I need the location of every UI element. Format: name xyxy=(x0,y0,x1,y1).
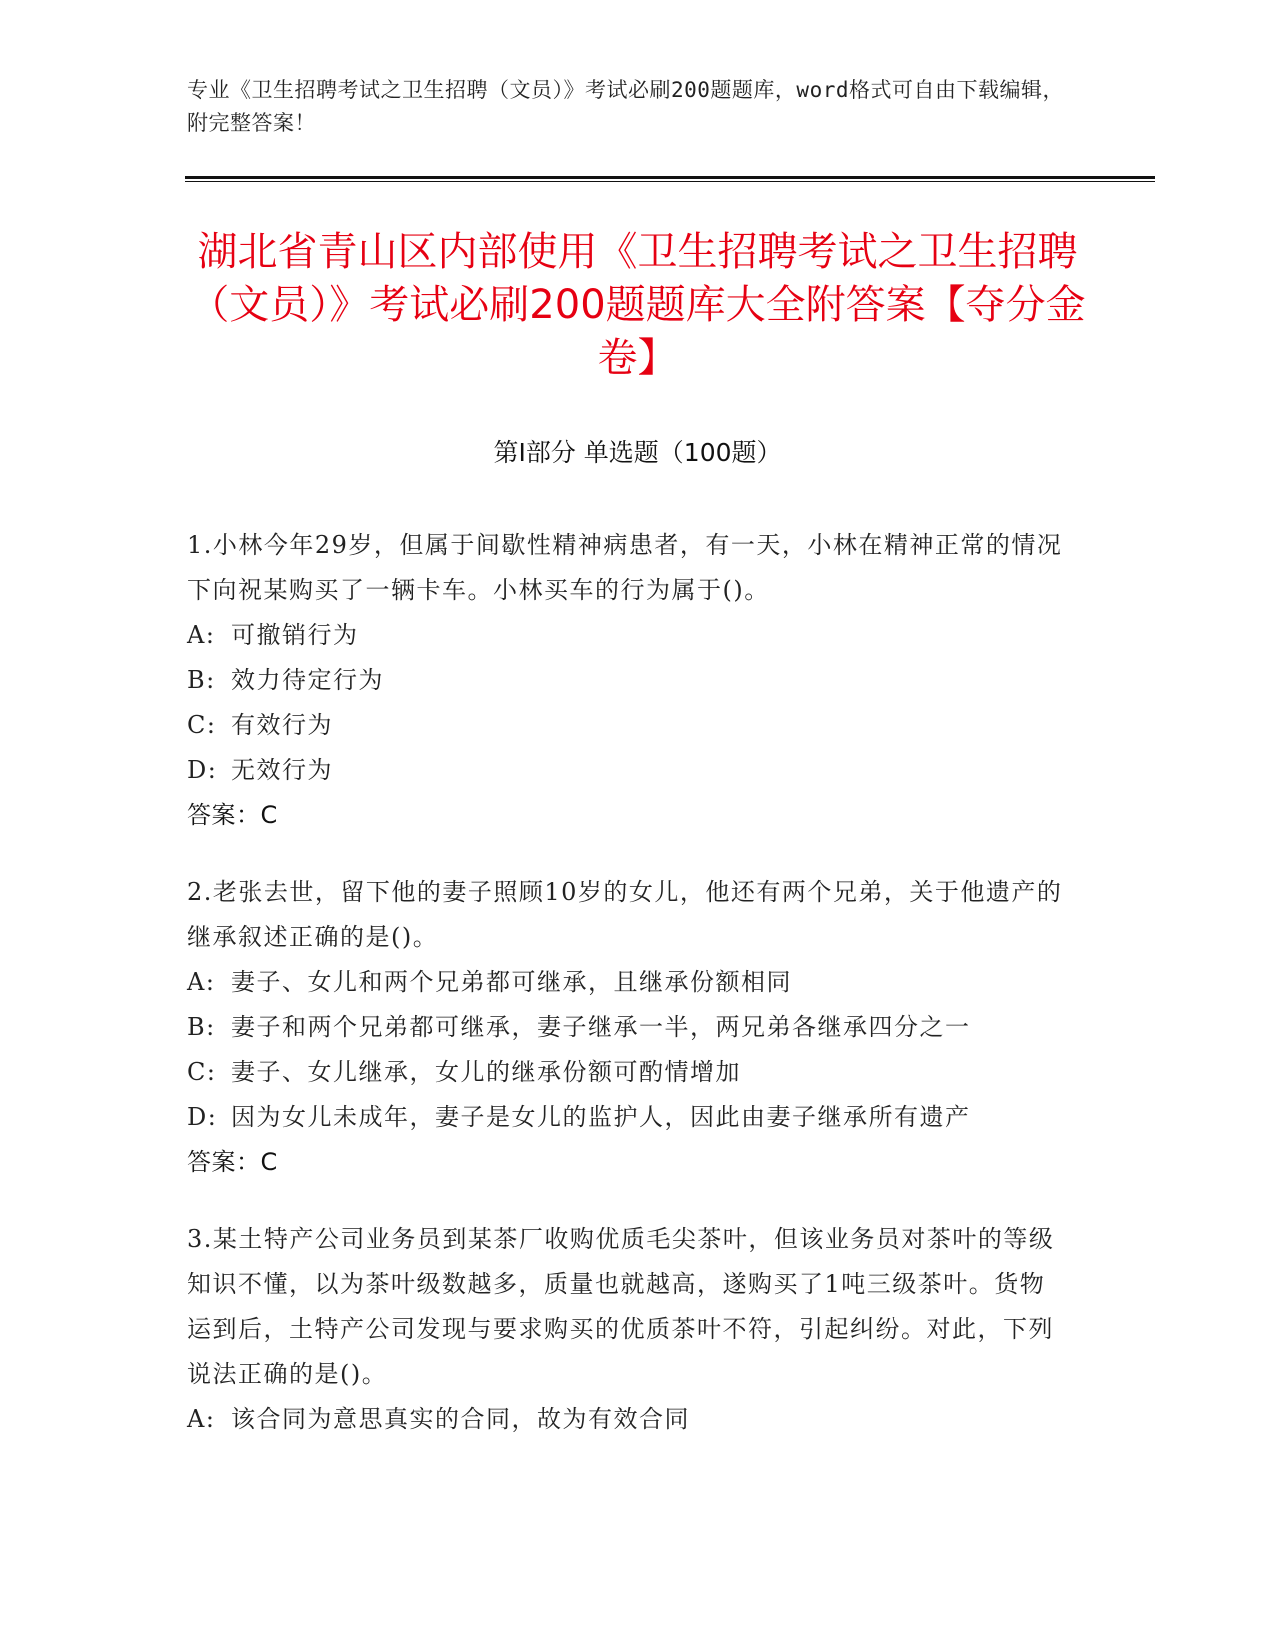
question-3 xyxy=(187,1217,1067,1442)
option-a xyxy=(187,613,1067,658)
option-key: A: xyxy=(187,621,216,649)
question-stem: 3.某土特产公司业务员到某茶厂收购优质毛尖茶叶，但该业务员对茶叶的等级知识不懂，以为茶叶级数越多，质量也就越高，遂购买了1吨三级茶叶。货物运到后，土特产公司发现与要求购买的优质茶叶不符，引起纠纷。对此，下列说法正确的是()。 xyxy=(187,1225,1055,1388)
option-key: B: xyxy=(187,666,216,694)
option-b xyxy=(187,658,1067,703)
option-c xyxy=(187,1050,1067,1095)
option-c xyxy=(187,703,1067,748)
option-d xyxy=(187,1095,1067,1140)
question-2 xyxy=(187,870,1067,1185)
option-text: 妻子和两个兄弟都可继承，妻子继承一半，两兄弟各继承四分之一 xyxy=(231,1013,971,1041)
question-stem: 1.小林今年29岁，但属于间歇性精神病患者，有一天，小林在精神正常的情况下向祝某购买了一辆卡车。小林买车的行为属于()。 xyxy=(187,531,1063,604)
header-note: 专业《卫生招聘考试之卫生招聘（文员）》考试必刷200题题库，word格式可自由下载编辑，附完整答案！ xyxy=(187,78,1064,135)
option-text: 妻子、女儿继承，女儿的继承份额可酌情增加 xyxy=(231,1058,741,1086)
option-text: 因为女儿未成年，妻子是女儿的监护人，因此由妻子继承所有遗产 xyxy=(231,1103,971,1131)
header-divider-thick xyxy=(185,176,1155,179)
option-text: 可撤销行为 xyxy=(231,621,359,649)
answer-line: 答案：C xyxy=(187,1148,278,1176)
question-stem: 2.老张去世，留下他的妻子照顾10岁的女儿，他还有两个兄弟，关于他遗产的继承叙述正确的是()。 xyxy=(187,878,1063,951)
option-a xyxy=(187,1397,1067,1442)
option-key: A: xyxy=(187,1405,216,1433)
answer-line: 答案：C xyxy=(187,801,278,829)
question-1 xyxy=(187,523,1067,838)
option-b xyxy=(187,1005,1067,1050)
option-text: 该合同为意思真实的合同，故为有效合同 xyxy=(231,1405,690,1433)
option-text: 有效行为 xyxy=(231,711,333,739)
section-title: 第Ⅰ部分 单选题（100题） xyxy=(493,438,782,467)
option-d xyxy=(187,748,1067,793)
option-a xyxy=(187,960,1067,1005)
header-divider-thin xyxy=(185,181,1155,182)
option-key: A: xyxy=(187,968,216,996)
document-title: 湖北省青山区内部使用《卫生招聘考试之卫生招聘（文员）》考试必刷200题题库大全附答案【夺分金卷】 xyxy=(189,229,1086,381)
option-key: C: xyxy=(187,711,217,739)
option-text: 妻子、女儿和两个兄弟都可继承，且继承份额相同 xyxy=(231,968,792,996)
option-text: 无效行为 xyxy=(231,756,333,784)
option-key: D: xyxy=(187,1103,218,1131)
option-key: C: xyxy=(187,1058,217,1086)
option-key: D: xyxy=(187,756,218,784)
option-text: 效力待定行为 xyxy=(231,666,384,694)
option-key: B: xyxy=(187,1013,216,1041)
